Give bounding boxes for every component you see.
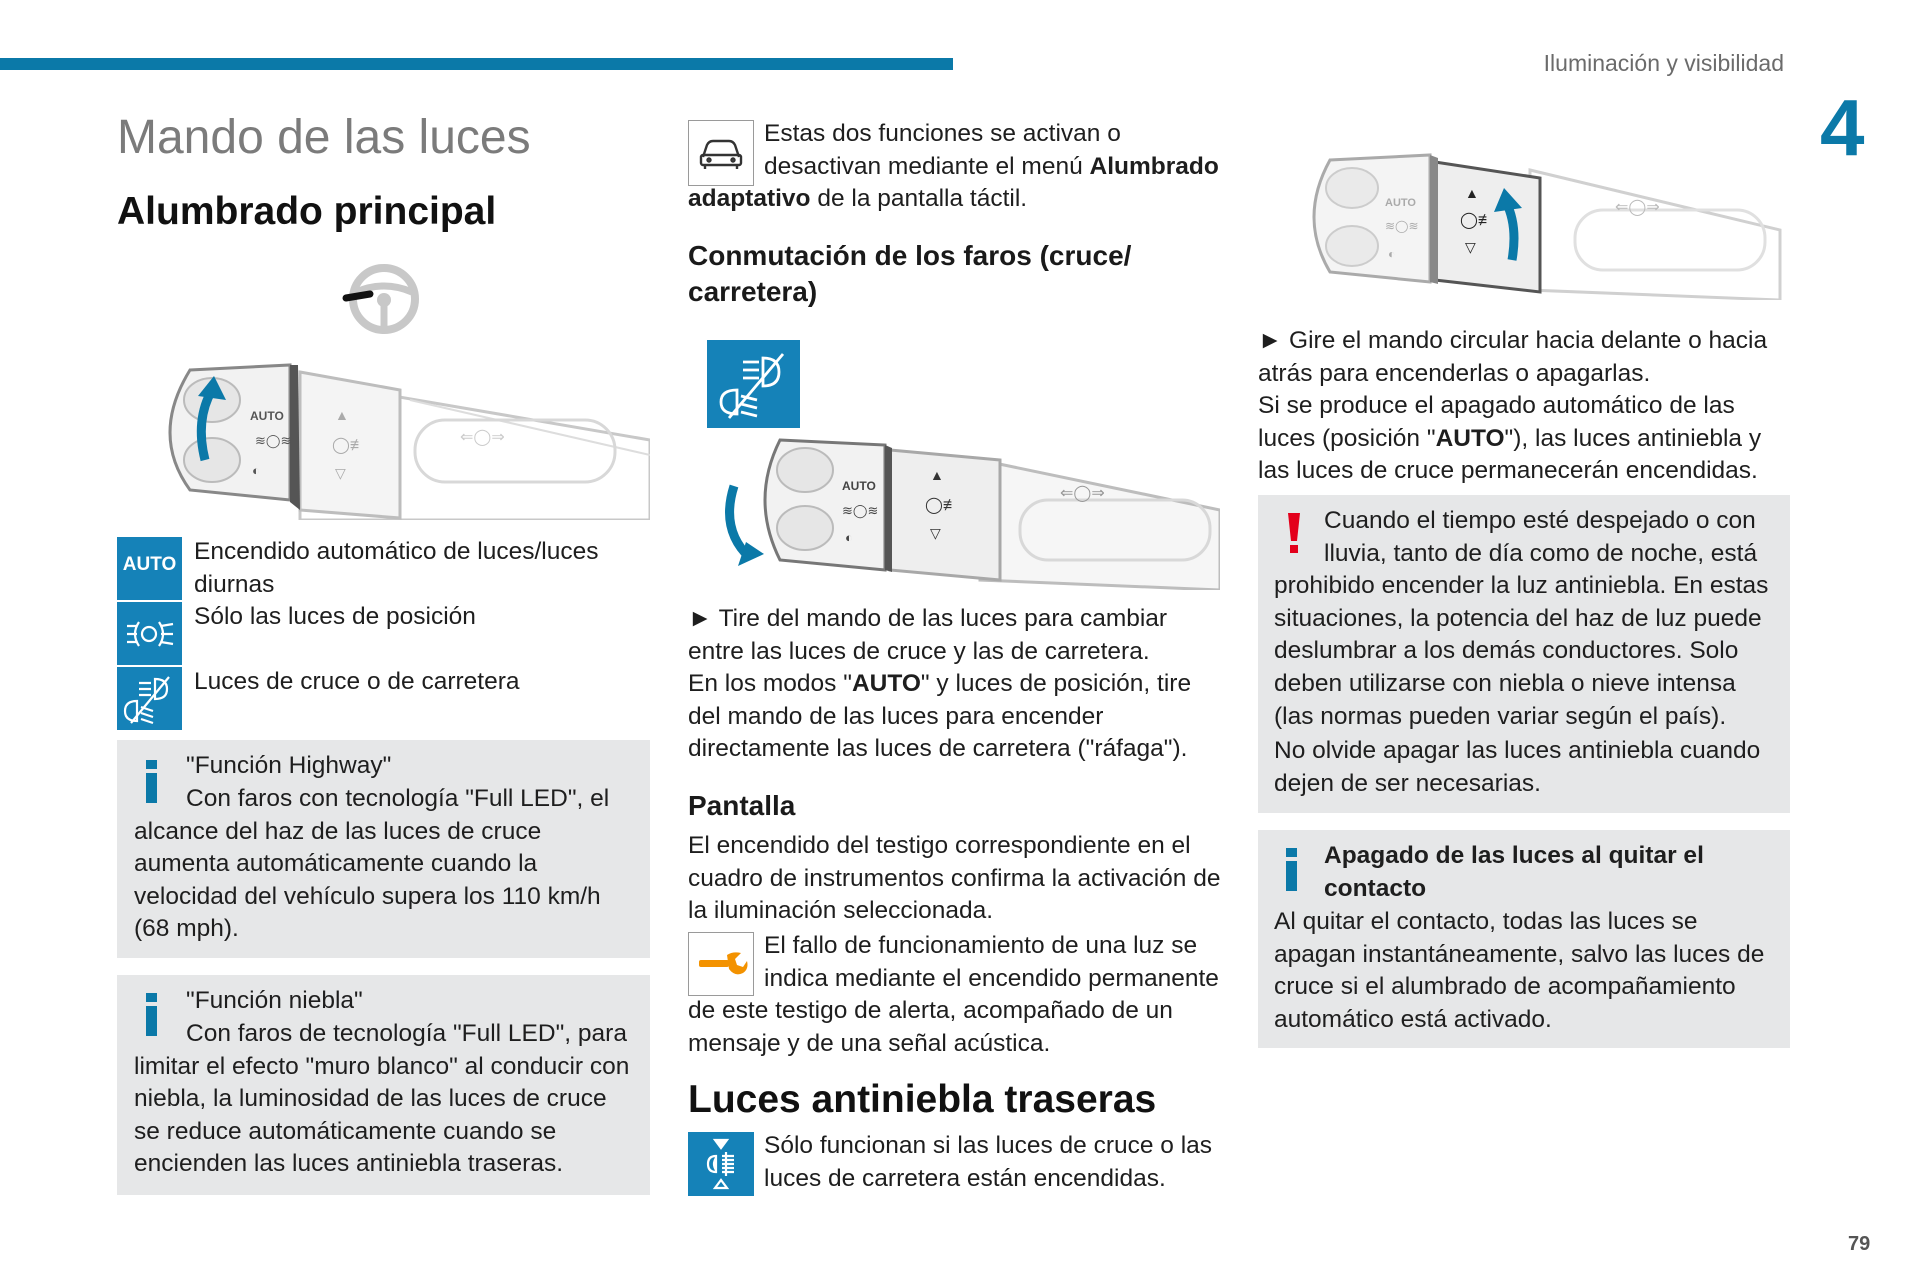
auto-off-paragraph: Si se produce el apagado automático de las luces (posición "AUTO"), las luces antiniebla y las luces de cruce permanecerán encendidas. xyxy=(1258,392,1762,485)
note-fog-text: Con faros de tecnología "Full LED", para limitar el efecto "muro blanco" al conducir con niebla, la luminosidad de las luces de cruce se reduce automáticamente cuando se encienden las luces antiniebla traseras. xyxy=(134,1020,630,1178)
svg-text:≋◯≋: ≋◯≋ xyxy=(255,433,292,448)
note-fog-title: "Función niebla" xyxy=(186,987,363,1014)
note-lights-off xyxy=(1258,830,1790,1048)
switch-paragraph-1: ► Tire del mando de las luces para cambiar entre las luces de cruce y las de carretera. xyxy=(688,605,1168,665)
page-number: 79 xyxy=(1848,1233,1871,1255)
svg-text:◐: ◐ xyxy=(252,463,260,478)
rear-fog-paragraph: Sólo funcionan si las luces de cruce o las luces de carretera están encendidas. xyxy=(764,1132,1213,1192)
svg-text:◐: ◐ xyxy=(1388,247,1396,261)
fog-ring-illustration xyxy=(1290,150,1790,300)
heading-screen: Pantalla xyxy=(688,790,796,821)
heading-rear-fog: Luces antiniebla traseras xyxy=(688,1078,1157,1121)
svg-text:▽: ▽ xyxy=(1465,239,1476,255)
auto-icon xyxy=(117,537,182,600)
light-stalk-illustration xyxy=(150,360,650,520)
legend-beam-text: Luces de cruce o de carretera xyxy=(194,668,520,695)
rotate-paragraph: ► Gire el mando circular hacia delante o hacia atrás para encenderlas o apagarlas. xyxy=(1258,327,1768,387)
position-lights-icon xyxy=(117,602,182,665)
note-lights-off-title: Apagado de las luces al quitar el contacto xyxy=(1324,842,1704,902)
svg-text:▲: ▲ xyxy=(930,467,944,483)
intro-paragraph: Estas dos funciones se activan o desactivan mediante el menú Alumbrado adaptativo de la pantalla táctil. xyxy=(688,120,1219,213)
legend-auto-text: Encendido automático de luces/luces diurnas xyxy=(194,538,599,598)
svg-text:▲: ▲ xyxy=(335,407,349,423)
warning-text: Cuando el tiempo esté despejado o con lluvia, tanto de día como de noche, está prohibido encender la luz antiniebla. En estas situaciones, la potencia del haz de luz puede deslumbrar a los demás conductores. Solo deben utilizarse con niebla o nieve intensa (las normas pueden variar según el país). xyxy=(1274,507,1769,730)
svg-text:▽: ▽ xyxy=(930,525,941,541)
note-highway xyxy=(117,740,650,958)
svg-text:⇐◯⇒: ⇐◯⇒ xyxy=(1060,485,1105,502)
warning-text-2: No olvide apagar las luces antiniebla cuando dejen de ser necesarias. xyxy=(1274,737,1761,797)
auto-icon-label: AUTO xyxy=(122,554,177,575)
svg-text:◯≢: ◯≢ xyxy=(332,437,366,454)
svg-text:AUTO: AUTO xyxy=(842,479,876,493)
svg-text:▽: ▽ xyxy=(335,465,346,481)
screen-paragraph-2: El fallo de funcionamiento de una luz se indica mediante el encendido permanente de este testigo de alerta, acompañado de un mensaje y de una señal acústica. xyxy=(688,932,1219,1057)
steering-wheel-icon xyxy=(340,262,420,336)
header-accent-bar xyxy=(0,58,953,70)
section-title: Iluminación y visibilidad xyxy=(1543,50,1784,76)
note-lights-off-text: Al quitar el contacto, todas las luces se apagan instantáneamente, salvo las luces de cruce si el alumbrado de acompañamiento automático está activado. xyxy=(1274,908,1765,1033)
svg-text:⇐◯⇒: ⇐◯⇒ xyxy=(1615,199,1660,216)
svg-text:◯≢: ◯≢ xyxy=(1460,212,1494,229)
dipped-main-beam-icon xyxy=(707,340,800,428)
info-icon xyxy=(1286,848,1297,891)
note-fog xyxy=(117,975,650,1195)
heading-switch-beams: Conmutación de los faros (cruce/ carretera) xyxy=(688,240,1132,307)
page-title: Mando de las luces xyxy=(117,111,531,164)
svg-text:≋◯≋: ≋◯≋ xyxy=(1385,219,1419,233)
chapter-number: 4 xyxy=(1820,83,1865,172)
svg-text:≋◯≋: ≋◯≋ xyxy=(842,503,879,518)
rear-fog-icon xyxy=(688,1132,754,1196)
light-stalk-pull-illustration xyxy=(720,430,1220,590)
svg-text:⇐◯⇒: ⇐◯⇒ xyxy=(460,429,505,446)
svg-text:AUTO: AUTO xyxy=(250,409,284,423)
heading-main-lighting: Alumbrado principal xyxy=(117,190,497,233)
svg-text:AUTO: AUTO xyxy=(1385,197,1416,209)
svg-text:▲: ▲ xyxy=(1465,185,1479,201)
dipped-main-beam-icon xyxy=(117,667,182,730)
legend-position-text: Sólo las luces de posición xyxy=(194,603,476,630)
svg-text:◐: ◐ xyxy=(845,530,853,545)
switch-paragraph-2: En los modos "AUTO" y luces de posición, tire del mando de las luces para encender directamente las luces de carretera ("ráfaga"). xyxy=(688,670,1192,763)
note-highway-title: "Función Highway" xyxy=(186,752,392,779)
warning-note xyxy=(1258,495,1790,813)
screen-paragraph-1: El encendido del testigo correspondiente en el cuadro de instrumentos confirma la activación de la iluminación seleccionada. xyxy=(688,832,1221,925)
svg-text:◯≢: ◯≢ xyxy=(925,497,959,514)
note-highway-text: Con faros con tecnología "Full LED", el alcance del haz de las luces de cruce aumenta automáticamente cuando la velocidad del vehículo supera los 110 km/h (68 mph). xyxy=(134,785,610,943)
